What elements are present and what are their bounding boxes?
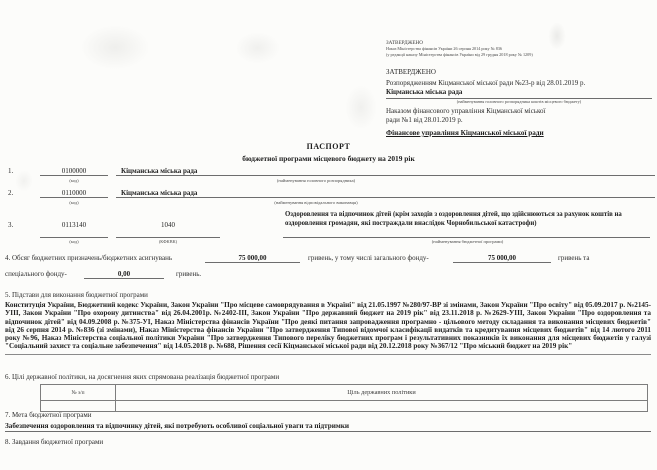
scan-smudge [80, 25, 150, 70]
row-number: 1. [8, 167, 14, 175]
program-name: Оздоровлення та відпочинок дітей (крім заходів з оздоровлення дітей, що здійснюються за рахунок коштів на оздоровлення громадян, які постраждали внаслідок Чорнобильської катастрофи) [285, 211, 622, 227]
special-fund-amount: 0,00 [84, 270, 164, 279]
row-main-manager [0, 167, 657, 189]
row-executor [0, 189, 657, 211]
fin-order-line2: ради №1 від 28.01.2019 р. [386, 116, 463, 124]
document-subtitle: бюджетної програми місцевого бюджету на 2019 рік [242, 154, 415, 163]
section-4-volumes [0, 254, 657, 284]
document-title: ПАСПОРТ [306, 142, 351, 151]
scan-smudge [345, 85, 377, 130]
order-ref-line1: Наказ Міністерства фінансів України 26 серпня 2014 року № 836 [386, 46, 503, 52]
approval-block-main [386, 68, 652, 138]
approval-stamp-top [386, 40, 652, 57]
general-fund-amount: 75 000,00 [453, 254, 551, 263]
goals-col-number: № з/п [41, 385, 116, 401]
fin-org-name: Фінансове управління Кіцманської міської ради [386, 129, 544, 137]
section4-tail1: гривень та [558, 254, 590, 262]
row-program [0, 209, 657, 249]
program-kfkvk: 1040 [161, 221, 175, 229]
executor-caption: (найменування відповідального виконавця) [274, 200, 358, 205]
goals-empty-row [41, 401, 648, 412]
section-8-tasks [5, 438, 651, 446]
fin-order-line1: Наказом фінансового управління Кіцманської міської [386, 107, 546, 115]
code-caption: (код) [69, 200, 79, 205]
manager-name-field: Кіцманська міська рада [116, 167, 655, 176]
row-number: 3. [8, 221, 14, 229]
section5-heading: 5. Підстави для виконання бюджетної програми [5, 291, 148, 299]
scan-smudge [235, 32, 280, 64]
order-ref-line2: (у редакції наказу Міністерства фінансів України від 29 грудня 2018 року № 1209) [386, 51, 533, 57]
goals-col-goal: Ціль державних політики [116, 385, 648, 401]
section8-heading: 8. Завдання бюджетної програми [5, 438, 104, 446]
underline [283, 236, 650, 238]
underline [40, 236, 108, 238]
section6-heading: 6. Цілі державної політики, на досягнення яких спрямована реалізація бюджетної програми [5, 373, 280, 381]
section4-tail2: гривень. [176, 270, 202, 278]
kfkvk-caption: (КФКВК) [158, 239, 178, 244]
main-org-caption: (найменування головного розпорядника коштів місцевого бюджету) [456, 99, 582, 104]
goals-header-row [41, 385, 648, 401]
program-caption: (найменування бюджетної програми) [431, 239, 504, 244]
section7-heading: 7. Мета бюджетної програми [5, 411, 92, 419]
executor-code-field: 0110000 [40, 189, 108, 198]
special-fund-label: спеціального фонду- [5, 270, 67, 278]
document-title-block [0, 142, 657, 163]
main-org-name: Кіцманська міська рада [386, 88, 652, 99]
manager-code-field: 0100000 [40, 167, 108, 176]
manager-caption: (найменування головного розпорядника) [276, 178, 356, 183]
goals-empty-goal-cell [116, 401, 648, 412]
goals-empty-number-cell [41, 401, 116, 412]
approved-label: ЗАТВЕРДЖЕНО [386, 40, 424, 46]
code-caption: (код) [69, 239, 79, 244]
section-5-legal-basis [5, 291, 651, 355]
section4-prefix: 4. Обсяг бюджетних призначень/бюджетних асигнувань [5, 254, 173, 262]
executor-name-field: Кіцманська міська рада [116, 189, 655, 198]
row-number: 2. [8, 189, 14, 197]
section-6-policy-goals [5, 373, 651, 412]
policy-goals-table [40, 384, 648, 412]
approved-label: ЗАТВЕРДЖЕНО [386, 68, 436, 76]
total-amount: 75 000,00 [205, 254, 300, 263]
section5-body: Конституція України, Бюджетний кодекс України, Закон України "Про місцеве самоврядування в Україні" від 21.05.1997 №280/97-ВР зі змінами, Закон України "Про освіту" від 05.09.2017 р. №2145-УІІІ, Закон України "Про охорону дитинства" від 26.04.2001р. №2402-ІІІ, Закон України "Про державний бюджет на 2019 рік" від 23.11.2018 р. №2629-УІІІ, Закон України "Про оздоровлення та відпочинок дітей" від 04.09.2008 р. №375-УІ, Наказ Міністерства фінансів України "Про деякі питання запровадження програмно - цільового методу складання та виконання місцевих бюджетів" від 26 серпня 2014 р. №836 (зі змінами), Наказ Міністерства фінансів України "Про затвердження Типової відомчої класифікації видатків та кредитування місцевих бюджетів" від 14 лютого 2011 року №96, Наказ Міністерства соціальної політики України "Про затвердження Типового переліку бюджетних програм і результативних показників їх виконання для місцевих бюджетів у галузі "Соціальний захист та соціальне забезпечення" від 14.05.2018 р. №688, Рішення сесії Кіцманської міської ради від 20.12.2018 року №367/12 "Про міський бюджет на 2019 рік" [5, 301, 651, 351]
code-caption: (код) [69, 178, 79, 183]
section7-text: Забезпечення оздоровлення та відпочинку дітей, які потребують особливої соціальної уваги та підтримки [5, 422, 651, 432]
underline [116, 236, 220, 238]
disposition-line: Розпорядженням Кіцманської міської ради №23-р від 28.01.2019 р. [386, 79, 586, 87]
program-code: 0113140 [61, 221, 87, 229]
section-7-purpose [5, 411, 651, 432]
section4-mid: гривень, у тому числі загального фонду- [308, 254, 429, 262]
